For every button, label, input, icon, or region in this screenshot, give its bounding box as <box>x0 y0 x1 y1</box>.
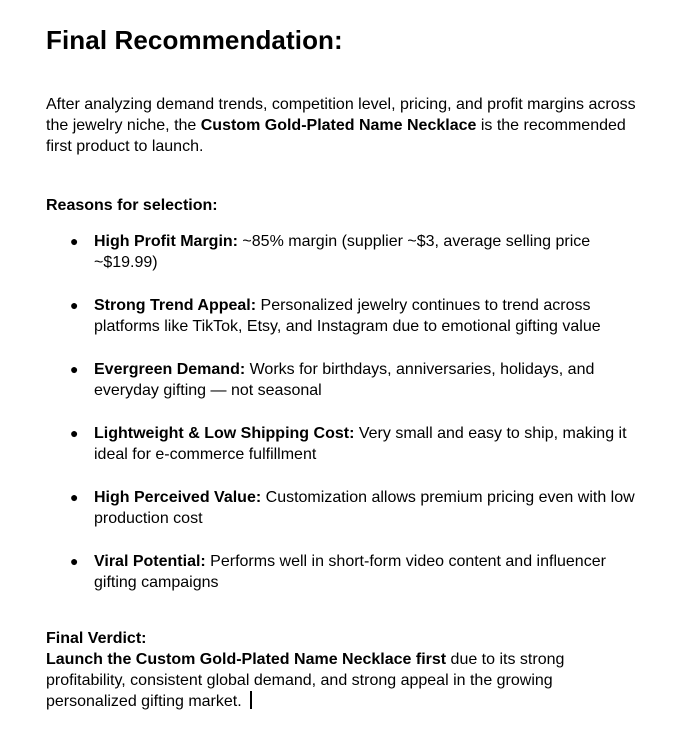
intro-paragraph <box>46 94 646 157</box>
reason-title: Lightweight & Low Shipping Cost: <box>94 425 355 442</box>
verdict-bold-text: Launch the Custom Gold-Plated Name Necklace first <box>46 651 447 668</box>
list-item <box>46 487 642 529</box>
text-cursor <box>250 691 252 709</box>
reason-title: Viral Potential: <box>94 553 206 570</box>
reason-title: High Profit Margin: <box>94 233 238 250</box>
final-verdict <box>46 628 646 712</box>
verdict-label: Final Verdict: <box>46 630 147 647</box>
reasons-heading: Reasons for selection: <box>46 197 218 214</box>
reason-title: Strong Trend Appeal: <box>94 297 257 314</box>
bullet-icon: ● <box>70 553 79 569</box>
bullet-icon: ● <box>70 297 79 313</box>
reason-text: Performs well in short-form video content and influencer gifting campaigns <box>94 553 606 591</box>
reason-text: Works for birthdays, anniversaries, holidays, and everyday gifting — not seasonal <box>94 361 595 399</box>
verdict-text: due to its strong profitability, consistent global demand, and strong appeal in the growing personalized gifting market. <box>46 651 565 710</box>
reasons-list <box>46 231 642 615</box>
reason-title: Evergreen Demand: <box>94 361 246 378</box>
list-item <box>46 359 642 401</box>
bullet-icon: ● <box>70 233 79 249</box>
list-item <box>46 551 642 593</box>
list-item <box>46 231 642 273</box>
intro-text-before: After analyzing demand trends, competition level, pricing, and profit margins across the jewelry niche, the <box>46 96 636 134</box>
bullet-icon: ● <box>70 489 79 505</box>
reason-text: ~85% margin (supplier ~$3, average selling price ~$19.99) <box>94 233 591 271</box>
list-item <box>46 295 642 337</box>
reason-text: Customization allows premium pricing even with low production cost <box>94 489 635 527</box>
bullet-icon: ● <box>70 425 79 441</box>
intro-product-name: Custom Gold-Plated Name Necklace <box>200 117 477 134</box>
reason-text: Personalized jewelry continues to trend across platforms like TikTok, Etsy, and Instagram due to emotional gifting value <box>94 297 601 335</box>
reason-text: Very small and easy to ship, making it ideal for e-commerce fulfillment <box>94 425 627 463</box>
bullet-icon: ● <box>70 361 79 377</box>
reason-title: High Perceived Value: <box>94 489 262 506</box>
page-title: Final Recommendation: <box>46 25 343 55</box>
list-item <box>46 423 642 465</box>
intro-text-after: is the recommended first product to launch. <box>46 117 626 155</box>
